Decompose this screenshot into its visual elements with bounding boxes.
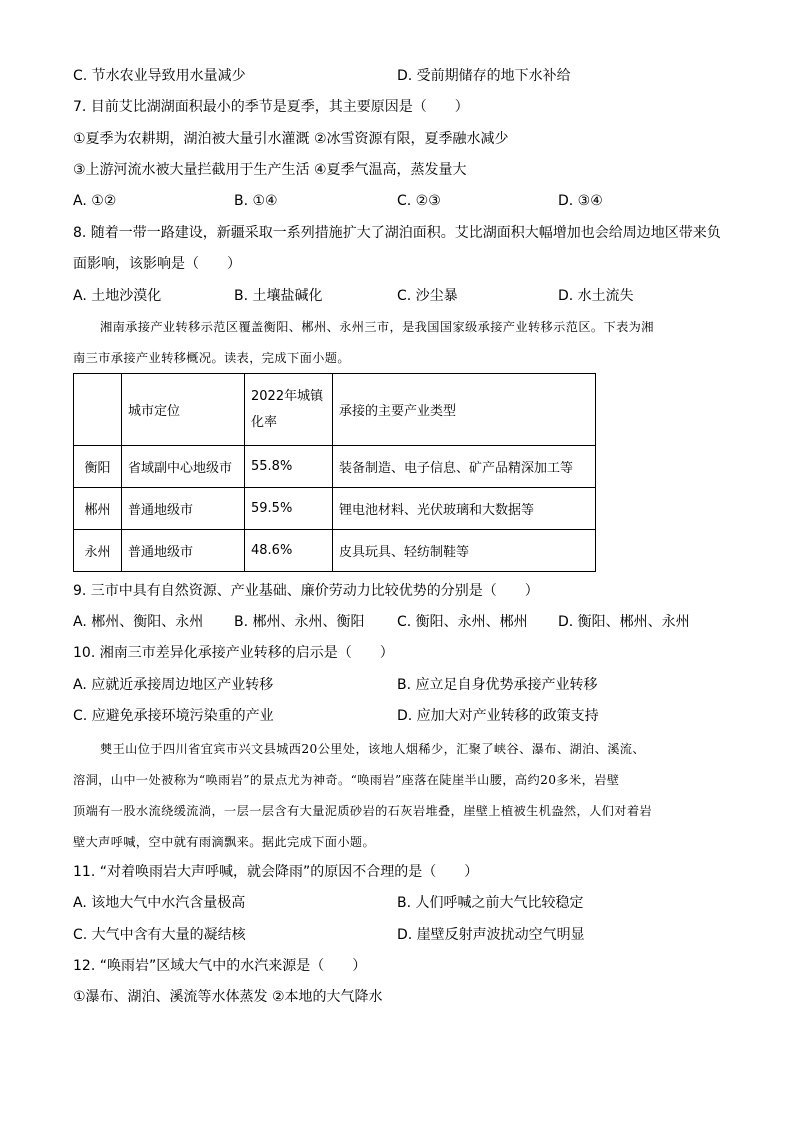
table-cell-industries: 皮具玩具、轻纺制鞋等 (333, 530, 596, 572)
table-cell-industries: 装备制造、电子信息、矿产品精深加工等 (333, 446, 596, 488)
table-header-cell: 承接的主要产业类型 (333, 374, 596, 446)
q11-option-c: C. 大气中含有大量的凝结核 (73, 927, 246, 943)
table-cell-position: 普通地级市 (122, 488, 245, 530)
table-cell-position: 普通地级市 (122, 530, 245, 572)
table-header-urban-line1: 2022年城镇 (251, 388, 324, 404)
q12-statement: ①瀑布、湖泊、溪流等水体蒸发 ②本地的大气降水 (73, 989, 383, 1005)
q7-stem: 7. 目前艾比湖湖面积最小的季节是夏季，其主要原因是（ ） (73, 99, 469, 115)
q11-option-a: A. 该地大气中水汽含量极高 (73, 895, 246, 911)
table-header-cell (74, 374, 122, 446)
q6-option-d: D. 受前期储存的地下水补给 (397, 68, 571, 84)
table-cell-urbanization: 59.5% (245, 488, 333, 530)
passage1-line1: 湘南承接产业转移示范区覆盖衡阳、郴州、永州三市，是我国国家级承接产业转移示范区。下表为湘 (100, 320, 654, 334)
table-header-cell: 城市定位 (122, 374, 245, 446)
q6-option-c: C. 节水农业导致用水量减少 (73, 68, 246, 84)
passage2-line3: 顶端有一股水流绕缓流淌，一层一层含有大量泥质砂岩的石灰岩堆叠，崖壁上植被生机盎然，人们对着岩 (73, 804, 653, 818)
q8-option-b: B. 土壤盐碱化 (234, 288, 323, 304)
passage2-line2: 溶洞，山中一处被称为“唤雨岩”的景点尤为神奇。“唤雨岩”座落在陡崖半山腰，高约20多米，岩壁 (73, 773, 620, 787)
table-header-cell (245, 374, 333, 446)
passage1-line2: 南三市承接产业转移概况。读表，完成下面小题。 (73, 351, 350, 365)
q9-option-c: C. 衡阳、永州、郴州 (397, 614, 528, 630)
q9-option-a: A. 郴州、衡阳、永州 (73, 614, 204, 630)
q12-stem: 12. “唤雨岩”区域大气中的水汽来源是（ ） (73, 958, 367, 974)
table-cell-position: 省域副中心地级市 (122, 446, 245, 488)
table-cell-urbanization: 55.8% (245, 446, 333, 488)
passage2-line1: 僰王山位于四川省宜宾市兴文县城西20公里处，该地人烟稀少，汇聚了峡谷、瀑布、湖泊、溪流、 (100, 742, 645, 756)
q9-stem: 9. 三市中具有自然资源、产业基础、廉价劳动力比较优势的分别是（ ） (73, 583, 539, 599)
table-header-row (74, 374, 596, 446)
q10-option-c: C. 应避免承接环境污染重的产业 (73, 708, 274, 724)
table-cell-city: 衡阳 (74, 446, 122, 488)
q9-option-b: B. 郴州、永州、衡阳 (234, 614, 365, 630)
q8-stem-line1: 8. 随着一带一路建设，新疆采取一系列措施扩大了湖泊面积。艾比湖面积大幅增加也会给周边地区带来负 (73, 225, 721, 241)
table-row (74, 446, 596, 488)
q8-option-d: D. 水土流失 (558, 288, 634, 304)
q11-option-d: D. 崖壁反射声波扰动空气明显 (397, 927, 585, 943)
table-row (74, 488, 596, 530)
table-header-urban-line2: 化率 (251, 414, 278, 430)
table-cell-city: 郴州 (74, 488, 122, 530)
q7-option-b: B. ①④ (234, 193, 278, 209)
industry-transfer-table (73, 373, 596, 572)
q7-option-a: A. ①② (73, 193, 117, 209)
q11-stem: 11. “对着唤雨岩大声呼喊，就会降雨”的原因不合理的是（ ） (73, 864, 479, 880)
q10-option-b: B. 应立足自身优势承接产业转移 (397, 677, 598, 693)
q10-stem: 10. 湘南三市差异化承接产业转移的启示是（ ） (73, 645, 394, 661)
table-cell-urbanization: 48.6% (245, 530, 333, 572)
passage2-line4: 壁大声呼喊，空中就有雨滴飘来。据此完成下面小题。 (73, 835, 376, 849)
q9-option-d: D. 衡阳、郴州、永州 (558, 614, 690, 630)
table-cell-industries: 锂电池材料、光伏玻璃和大数据等 (333, 488, 596, 530)
q7-statement-1: ①夏季为农耕期，湖泊被大量引水灌溉 ②冰雪资源有限，夏季融水减少 (73, 131, 509, 147)
table-cell-city: 永州 (74, 530, 122, 572)
q8-option-a: A. 土地沙漠化 (73, 288, 162, 304)
q10-option-a: A. 应就近承接周边地区产业转移 (73, 677, 274, 693)
q11-option-b: B. 人们呼喊之前大气比较稳定 (397, 895, 584, 911)
q7-option-d: D. ③④ (558, 193, 603, 209)
q7-option-c: C. ②③ (397, 193, 441, 209)
table-row (74, 530, 596, 572)
q8-stem-line2: 面影响，该影响是（ ） (73, 256, 241, 272)
q8-option-c: C. 沙尘暴 (397, 288, 458, 304)
q10-option-d: D. 应加大对产业转移的政策支持 (397, 708, 599, 724)
q7-statement-2: ③上游河流水被大量拦截用于生产生活 ④夏季气温高，蒸发量大 (73, 162, 467, 178)
